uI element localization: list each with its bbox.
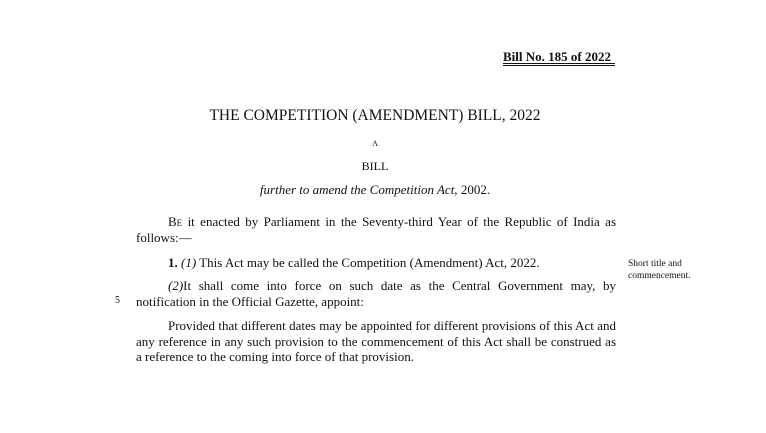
section-number: 1.	[168, 255, 178, 270]
enacting-clause	[136, 214, 616, 245]
margin-note-line-2: commencement.	[628, 271, 691, 281]
margin-note-line-1: Short title and	[628, 259, 682, 269]
margin-note	[628, 258, 718, 282]
bill-number: Bill No. 185 of 2022	[503, 49, 611, 64]
section-1-sub-1	[136, 255, 616, 271]
subsection-2-number: (2)	[168, 278, 184, 293]
subsection-1-text: This Act may be called the Competition (Amendment) Act, 2022.	[199, 255, 540, 270]
enacting-clause-lead: Be	[168, 214, 183, 229]
proviso: Provided that different dates may be appointed for different provisions of this Act and any reference in any such provision to the commencement of this Act shall be construed as a reference to the coming into force of that provision.	[136, 318, 616, 364]
enacting-clause-text: it enacted by Parliament in the Seventy-third Year of the Republic of India as follows:—	[136, 214, 617, 245]
long-title-text: further to amend the Competition Act,	[259, 182, 458, 197]
subsection-1-number: (1)	[181, 255, 197, 270]
long-title	[0, 182, 750, 198]
line-number: 5	[115, 295, 120, 306]
article-a: A	[372, 139, 378, 148]
bill-number-underline	[503, 63, 615, 64]
bill-label: BILL	[361, 159, 389, 173]
bill-title: THE COMPETITION (AMENDMENT) BILL, 2022	[209, 107, 541, 124]
long-title-year: 2002.	[460, 182, 491, 197]
bill-number-underline-second	[503, 65, 615, 66]
subsection-2-text: It shall come into force on such date as the Central Government may, by notification in the Official Gazette, appoint:	[136, 278, 616, 309]
section-1-sub-2	[136, 278, 616, 309]
